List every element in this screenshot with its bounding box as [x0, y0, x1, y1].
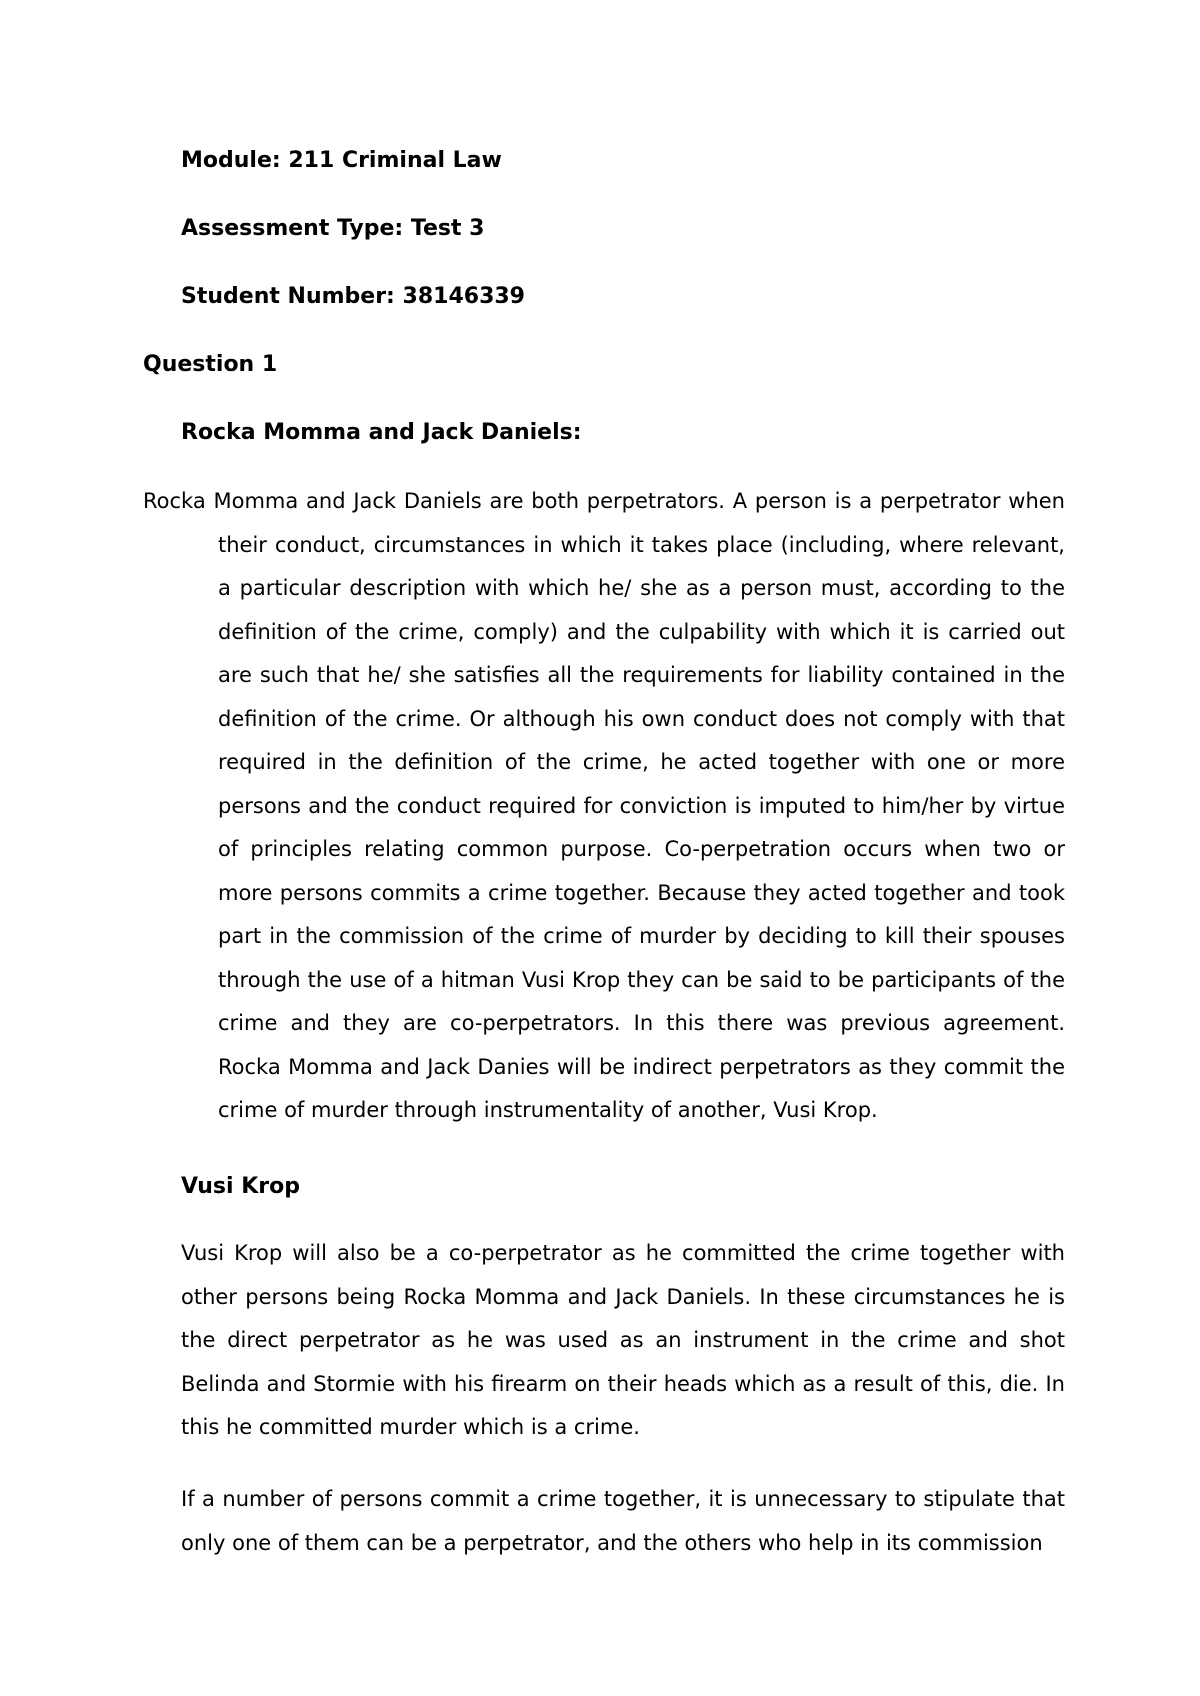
- module-label: Module:: [181, 148, 281, 173]
- section-heading-vusi-krop: Vusi Krop: [181, 1174, 300, 1199]
- student-number-label: Student Number:: [181, 284, 395, 309]
- paragraph-rocka-jack: Rocka Momma and Jack Daniels are both perpetrators. A person is a perpetrator when their conduct, circumstances in which it takes place (including, where relevant, a particular description with which he/ she as a person must, according to the definition of the crime, comply) and the culpability with which it is carried out are such that he/ she satisfies all the requirements for liability contained in the definition of the crime. Or although his own conduct does not comply with that required in the definition of the crime, he acted together with one or more persons and the conduct required for conviction is imputed to him/her by virtue of principles relating common purpose. Co-perpetration occurs when two or more persons commits a crime together. Because they acted together and took part in the commission of the crime of murder by deciding to kill their spouses through the use of a hitman Vusi Krop they can be said to be participants of the crime and they are co-perpetrators. In this there was previous agreement. Rocka Momma and Jack Danies will be indirect perpetrators as they commit the crime of murder through instrumentality of another, Vusi Krop.: [143, 489, 1065, 1122]
- student-number-line: [181, 282, 525, 312]
- paragraph-vusi-krop-2: If a number of persons commit a crime together, it is unnecessary to stipulate that only one of them can be a perpetrator, and the others who help in its commission: [181, 1487, 1065, 1555]
- assessment-value: Test 3: [410, 216, 485, 241]
- module-value: 211 Criminal Law: [288, 148, 502, 173]
- paragraph-vusi-krop-1: Vusi Krop will also be a co-perpetrator as he committed the crime together with other persons being Rocka Momma and Jack Daniels. In these circumstances he is the direct perpetrator as he was used as an instrument in the crime and shot Belinda and Stormie with his firearm on their heads which as a result of this, die. In this he committed murder which is a crime.: [181, 1241, 1065, 1439]
- module-line: [181, 146, 502, 176]
- question-title: Question 1: [143, 352, 278, 377]
- student-number-value: 38146339: [402, 284, 525, 309]
- assessment-line: [181, 214, 484, 244]
- assessment-label: Assessment Type:: [181, 216, 404, 241]
- section-heading-rocka-jack: Rocka Momma and Jack Daniels:: [181, 420, 582, 445]
